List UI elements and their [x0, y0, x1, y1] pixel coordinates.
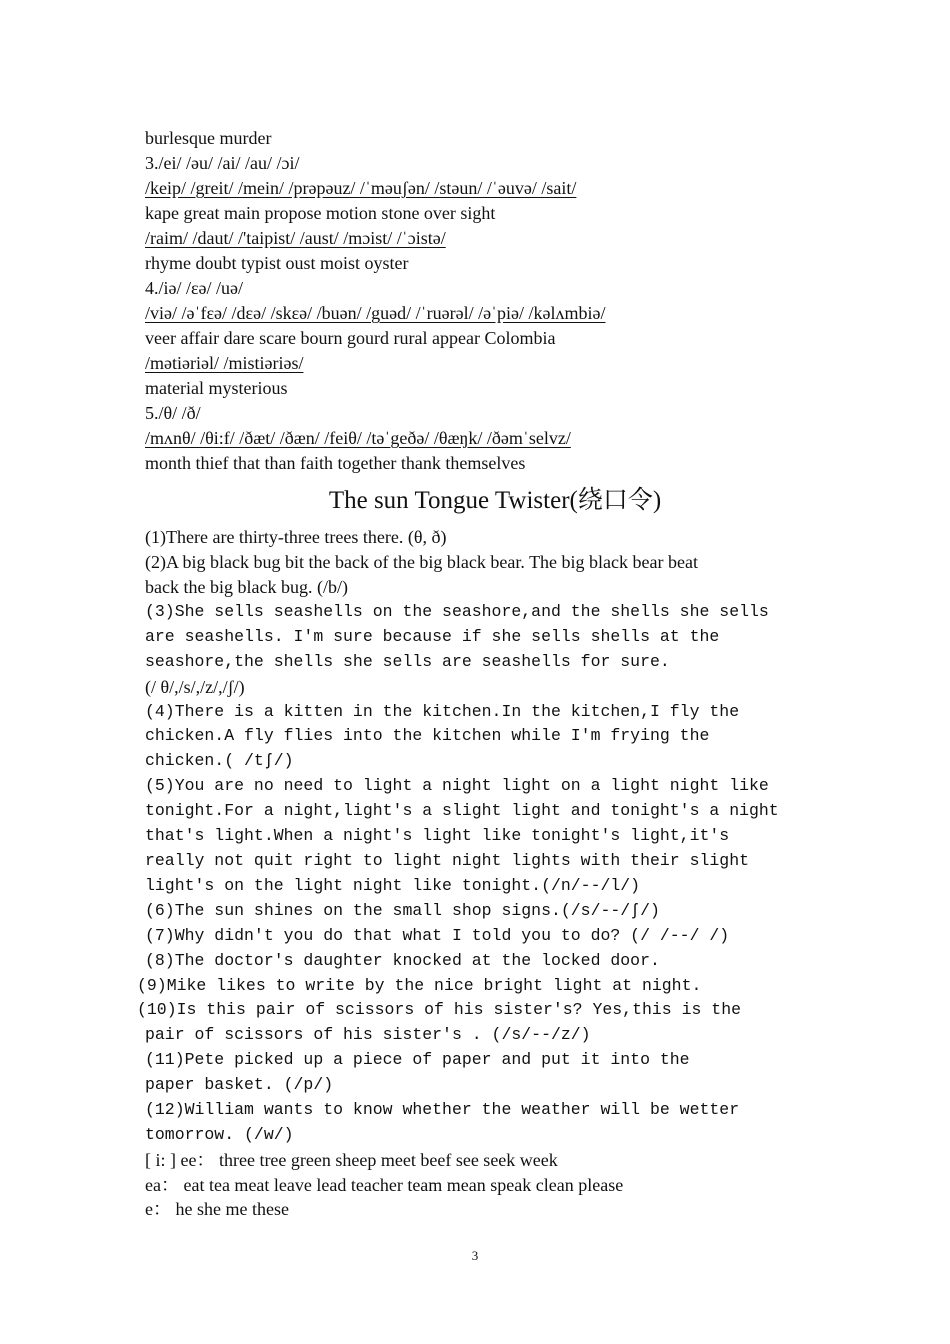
twister-line: (9)Mike likes to write by the nice bright light at night. [137, 976, 702, 995]
twister-line: back the big black bug. (/b/) [145, 577, 348, 597]
word-line: burlesque murder [145, 128, 272, 148]
twister-line: tonight.For a night,light's a slight light and tonight's a night [145, 801, 779, 820]
twister-line: light's on the light night like tonight.(/n/--/l/) [145, 876, 641, 895]
vowel-line: ea： eat tea meat leave lead teacher team mean speak clean please [145, 1175, 624, 1195]
twister-line: pair of scissors of his sister's . (/s/--/z/) [145, 1025, 591, 1044]
page-number: 3 [471, 1248, 479, 1263]
twister-line: (1)There are thirty-three trees there. (θ, ð) [145, 527, 447, 547]
twister-line: chicken.( /tʃ/) [145, 751, 294, 770]
phoneme-heading: 4./iə/ /εə/ /uə/ [145, 278, 244, 298]
section-title: The sun Tongue Twister(绕口令) [328, 487, 662, 514]
twister-line: chicken.A fly flies into the kitchen while I'm frying the [145, 726, 710, 745]
twister-line: (10)Is this pair of scissors of his sister's? Yes,this is the [137, 1000, 741, 1019]
transcription-line: /raim/ /daut/ /'taipist/ /aust/ /mɔist/ /ˈɔistə/ [145, 228, 446, 248]
twister-line: are seashells. I'm sure because if she sells shells at the [145, 627, 720, 646]
twister-line: really not quit right to light night lights with their slight [145, 851, 749, 870]
vowel-line: e： he she me these [145, 1199, 289, 1219]
twister-line: (8)The doctor's daughter knocked at the locked door. [145, 951, 660, 970]
twister-line: (6)The sun shines on the small shop signs.(/s/--/ʃ/) [145, 901, 660, 920]
word-line: veer affair dare scare bourn gourd rural appear Colombia [145, 328, 556, 348]
word-line: kape great main propose motion stone over sight [145, 203, 496, 223]
twister-line: (3)She sells seashells on the seashore,and the shells she sells [145, 602, 769, 621]
transcription-line: /mətiəriəl/ /mistiəriəs/ [145, 353, 304, 373]
phoneme-heading: 3./ei/ /əu/ /ai/ /au/ /ɔi/ [145, 153, 300, 173]
vowel-line: [ i: ] ee： three tree green sheep meet beef see seek week [145, 1150, 558, 1170]
transcription-line: /mʌnθ/ /θi:f/ /ðæt/ /ðæn/ /feiθ/ /təˈgeðə/ /θæŋk/ /ðəmˈselvz/ [145, 428, 571, 448]
twister-line: tomorrow. (/w/) [145, 1125, 294, 1144]
twister-line: (5)You are no need to light a night light on a light night like [145, 776, 769, 795]
twister-line: (2)A big black bug bit the back of the big black bear. The big black bear beat [145, 552, 698, 572]
twister-line: (4)There is a kitten in the kitchen.In the kitchen,I fly the [145, 702, 740, 721]
twister-line: (12)William wants to know whether the weather will be wetter [145, 1100, 740, 1119]
twister-line: seashore,the shells she sells are seashells for sure. [145, 652, 670, 671]
word-line: rhyme doubt typist oust moist oyster [145, 253, 409, 273]
transcription-line: /keip/ /greit/ /mein/ /prəpəuz/ /ˈməuʃən/ /stəun/ /ˈəuvə/ /sait/ [145, 178, 577, 198]
word-line: material mysterious [145, 378, 288, 398]
twister-line: (11)Pete picked up a piece of paper and put it into the [145, 1050, 690, 1069]
transcription-line: /viə/ /əˈfεə/ /dεə/ /skεə/ /buən/ /guəd/ /ˈruərəl/ /əˈpiə/ /kəlʌmbiə/ [145, 303, 606, 323]
twister-line: that's light.When a night's light like tonight's light,it's [145, 826, 730, 845]
word-line: month thief that than faith together thank themselves [145, 453, 526, 473]
twister-line: (/ θ/,/s/,/z/,/ʃ/) [145, 677, 245, 697]
phoneme-heading: 5./θ/ /ð/ [145, 403, 201, 423]
twister-line: (7)Why didn't you do that what I told you to do? (/ /--/ /) [145, 926, 730, 945]
twister-line: paper basket. (/p/) [145, 1075, 334, 1094]
